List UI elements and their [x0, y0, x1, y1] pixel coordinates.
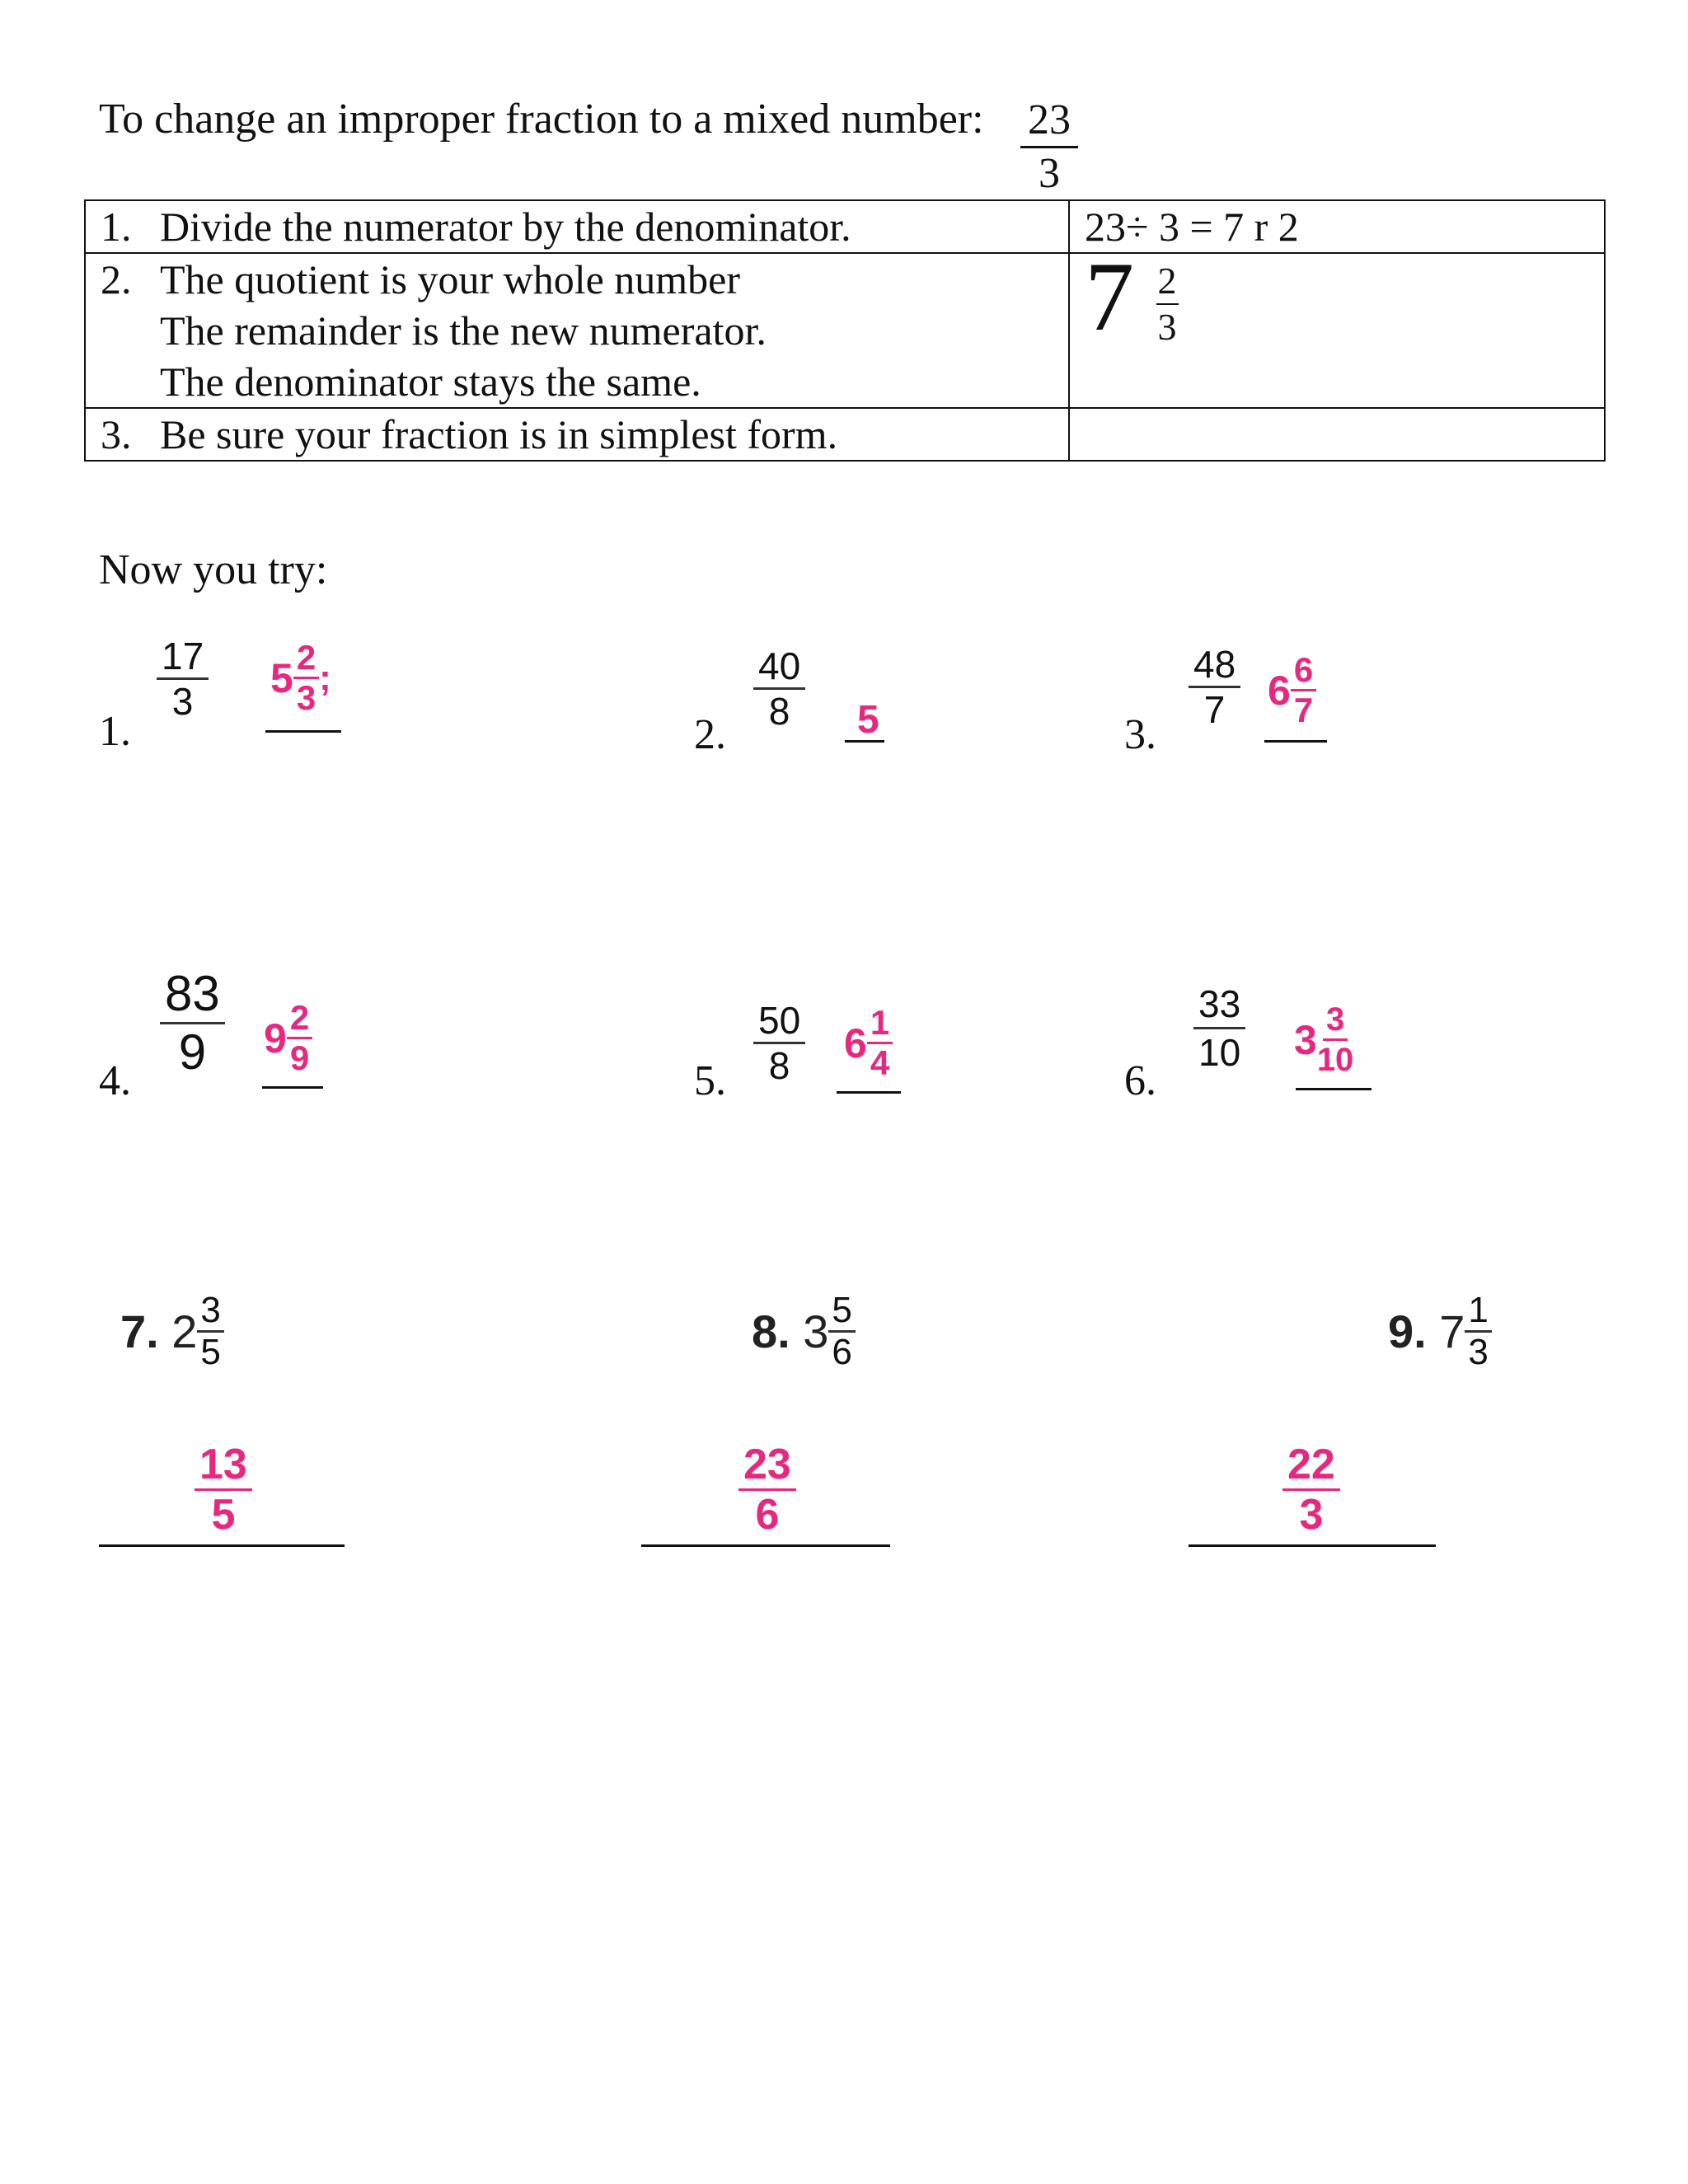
problem-9-label: 9.	[1388, 1305, 1427, 1357]
step-1-result: 23÷ 3 = 7 r 2	[1085, 204, 1299, 250]
step-3-number: 3.	[101, 411, 132, 457]
problem-6-answer-denominator: 10	[1316, 1042, 1354, 1078]
problem-9-answer	[1282, 1441, 1340, 1539]
problem-4-answer	[264, 999, 312, 1077]
problem-3-answer-fraction	[1291, 651, 1316, 729]
problem-8-fraction	[828, 1291, 855, 1372]
problem-3-denominator: 7	[1203, 688, 1226, 731]
step-2-line-1: The quotient is your whole number	[160, 256, 741, 302]
problem-7-label: 7.	[120, 1305, 159, 1357]
problem-1-numerator: 17	[157, 635, 209, 680]
problem-7-numerator: 3	[197, 1291, 223, 1333]
problem-4-answer-line	[262, 1086, 323, 1089]
intro-text: To change an improper fraction to a mixed number:	[99, 96, 984, 143]
step-2-result-cell	[1069, 241, 1605, 408]
problem-1-answer	[270, 639, 331, 717]
problem-3-answer-denominator: 7	[1293, 691, 1314, 729]
step-1-cell	[85, 200, 1069, 253]
problem-3-label: 3.	[1124, 711, 1156, 758]
problem-5-denominator: 8	[768, 1044, 790, 1087]
problem-6-fraction	[1193, 981, 1245, 1076]
problem-7-answer	[195, 1441, 252, 1539]
problem-8-numerator: 5	[828, 1291, 855, 1333]
problem-4-numerator: 83	[160, 966, 225, 1024]
problem-9-whole: 7	[1439, 1305, 1465, 1357]
step-2-result	[1070, 241, 1604, 351]
problem-5-answer-numerator: 1	[867, 1004, 893, 1044]
problem-6-answer-line	[1296, 1088, 1372, 1090]
problem-4-answer-numerator: 2	[287, 999, 312, 1039]
problem-6-answer-numerator: 3	[1323, 1001, 1348, 1041]
problem-1-answer-numerator: 2	[293, 639, 319, 679]
step-2-number: 2.	[101, 256, 132, 302]
problem-5-label: 5.	[694, 1057, 726, 1104]
step-2-cell	[85, 253, 1069, 408]
practice-heading: Now you try:	[99, 546, 328, 593]
problem-7-denominator: 5	[200, 1332, 221, 1372]
problem-9-denominator: 3	[1468, 1332, 1489, 1372]
problem-5-answer-fraction	[867, 1004, 893, 1082]
intro-fraction	[1020, 95, 1078, 199]
problem-9-numerator: 1	[1465, 1291, 1491, 1333]
step-1-number: 1.	[101, 204, 132, 250]
problem-8-answer-numerator: 23	[738, 1441, 796, 1491]
problem-8-mixed-number	[752, 1291, 856, 1372]
problem-2-numerator: 40	[753, 644, 805, 690]
problem-4-fraction	[160, 966, 225, 1080]
intro-fraction-denominator: 3	[1039, 150, 1060, 197]
problem-5-answer-line	[837, 1091, 901, 1094]
problem-5-fraction	[753, 999, 805, 1087]
problem-1-answer-line	[265, 730, 341, 733]
problem-4-answer-denominator: 9	[289, 1038, 310, 1077]
problem-1-answer-whole: 5	[270, 654, 293, 701]
problem-6-numerator: 33	[1193, 981, 1245, 1029]
problem-8-label: 8.	[752, 1305, 790, 1357]
step-row-2	[85, 253, 1605, 408]
problem-2-denominator: 8	[768, 690, 790, 733]
problem-4-answer-whole: 9	[264, 1015, 287, 1062]
problem-6-answer-whole: 3	[1294, 1016, 1317, 1063]
problem-1-answer-suffix: ;	[319, 657, 331, 698]
problem-3-answer-whole: 6	[1268, 667, 1291, 714]
step-3-result-cell	[1069, 408, 1605, 461]
problem-1-denominator: 3	[171, 680, 194, 723]
problem-7-mixed-number	[120, 1291, 224, 1372]
step-3-cell	[85, 408, 1069, 461]
problem-3-numerator: 48	[1189, 643, 1240, 688]
step-row-1	[85, 200, 1605, 253]
problem-2-fraction	[753, 644, 805, 733]
problem-7-answer-denominator: 5	[211, 1491, 236, 1539]
problem-3-answer	[1268, 651, 1316, 729]
problem-6-label: 6.	[1124, 1057, 1156, 1104]
step-row-3	[85, 408, 1605, 461]
step-2-fraction-numerator: 2	[1156, 259, 1179, 305]
problem-1-answer-fraction	[293, 639, 319, 717]
problem-7-answer-numerator: 13	[195, 1441, 252, 1491]
problem-3-fraction	[1189, 643, 1240, 731]
problem-6-answer	[1294, 1001, 1353, 1079]
problem-1-label: 1.	[99, 708, 131, 755]
intro-fraction-numerator: 23	[1020, 95, 1078, 148]
problem-5-numerator: 50	[753, 999, 805, 1044]
step-2-line-3: The denominator stays the same.	[160, 359, 701, 405]
problem-9-answer-numerator: 22	[1282, 1441, 1340, 1491]
problem-8-denominator: 6	[832, 1332, 852, 1372]
problem-3-answer-numerator: 6	[1291, 651, 1316, 691]
problem-1-fraction	[157, 635, 209, 723]
problem-6-answer-fraction	[1317, 1001, 1354, 1079]
problem-7-answer-line	[99, 1544, 345, 1547]
problem-2-answer-whole: 5	[857, 698, 879, 743]
problem-8-answer-denominator: 6	[755, 1491, 780, 1539]
problem-5-answer-denominator: 4	[870, 1043, 890, 1082]
problem-3-answer-line	[1264, 740, 1327, 743]
problem-5-answer	[844, 1004, 893, 1082]
problem-4-answer-fraction	[287, 999, 312, 1077]
problem-8-whole: 3	[803, 1305, 829, 1357]
step-2-fraction-denominator: 3	[1157, 306, 1177, 348]
problem-2-label: 2.	[694, 711, 726, 758]
problem-4-label: 4.	[99, 1057, 131, 1104]
problem-4-denominator: 9	[178, 1024, 207, 1080]
step-2-line-2: The remainder is the new numerator.	[160, 307, 767, 354]
problem-9-answer-denominator: 3	[1299, 1491, 1324, 1539]
problem-7-fraction	[197, 1291, 223, 1372]
problem-7-whole: 2	[171, 1305, 198, 1357]
problem-5-answer-whole: 6	[844, 1019, 867, 1066]
problem-6-denominator: 10	[1198, 1031, 1241, 1074]
problem-2-answer	[857, 697, 879, 742]
problem-9-answer-line	[1189, 1544, 1436, 1547]
problem-1-answer-denominator: 3	[296, 678, 316, 717]
step-3-text: Be sure your fraction is in simplest form.	[160, 411, 838, 457]
step-1-text: Divide the numerator by the denominator.	[160, 204, 851, 250]
problem-8-answer	[738, 1441, 796, 1539]
problem-9-fraction	[1465, 1291, 1491, 1372]
problem-8-answer-line	[641, 1544, 890, 1547]
problem-9-mixed-number	[1388, 1291, 1492, 1372]
step-2-whole-number: 7	[1085, 241, 1134, 351]
step-2-fraction	[1156, 259, 1179, 349]
step-1-result-cell	[1069, 200, 1605, 253]
steps-table	[84, 199, 1606, 462]
